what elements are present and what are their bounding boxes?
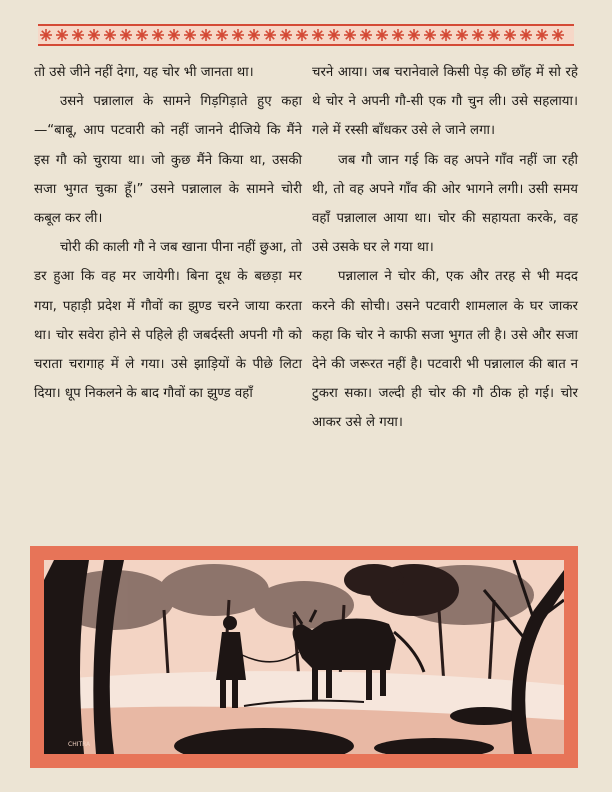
border-flower-icon [232,29,244,41]
text-column-right [312,58,578,438]
border-flower-icon [168,29,180,41]
paragraph: उसने पन्नालाल के सामने गिड़गिड़ाते हुए कहा—“बाबू, आप पटवारी को नहीं जानने दीजिये कि मैंने इस गौ को चुराया था। जो कुछ मैंने किया था, उसकी सजा भुगत चुका हूँ।” उसने पन्नालाल के सामने चोरी कबूल कर ली। [34,94,302,227]
border-flower-icon [536,29,548,41]
border-flower-icon [552,29,564,41]
border-flower-icon [72,29,84,41]
artist-signature: CHITRA [68,741,91,748]
border-flower-icon [408,29,420,41]
border-flower-icon [472,29,484,41]
paragraph: तो उसे जीने नहीं देगा, यह चोर भी जानता था। [34,65,254,80]
border-flower-icon [296,29,308,41]
border-flower-icon [344,29,356,41]
text-column-left [34,58,302,408]
border-flower-icon [216,29,228,41]
border-flower-icon [488,29,500,41]
border-flower-icon [328,29,340,41]
border-flower-icon [424,29,436,41]
border-flower-icon [56,29,68,41]
border-flower-icon [136,29,148,41]
forest-scene-image [44,560,564,754]
border-flower-icon [184,29,196,41]
border-flower-icon [40,29,52,41]
border-flower-icon [280,29,292,41]
border-flower-icon [360,29,372,41]
border-flower-icon [152,29,164,41]
border-flower-icon [392,29,404,41]
paragraph: जब गौ जान गई कि वह अपने गाँव नहीं जा रही थी, तो वह अपने गाँव की ओर भागने लगी। उसी समय वहाँ पन्नालाल आया था। चोर की सहायता करके, वह उसे उसके घर ले गया था। [312,152,578,256]
paragraph: चोरी की काली गौ ने जब खाना पीना नहीं छुआ, तो डर हुआ कि वह मर जायेगी। बिना दूध के बछड़ा मर गया, पहाड़ी प्रदेश में गौवों का झुण्ड चरने जाया करता था। चोर सवेरा होने से पहिले ही जबर्दस्ती अपनी गौ को चराता चरागाह में ले गया। उसे झाड़ियों के पीछे लिटा दिया। धूप निकलने के बाद गौवों का झुण्ड वहाँ [34,240,302,402]
border-flower-icon [264,29,276,41]
border-flower-icon [376,29,388,41]
border-flower-icon [120,29,132,41]
border-flower-icon [440,29,452,41]
border-flower-icon [504,29,516,41]
border-flower-icon [520,29,532,41]
decorative-header-border [38,24,574,46]
border-flower-icon [88,29,100,41]
border-flower-icon [456,29,468,41]
story-illustration [30,546,578,768]
border-flower-icon [104,29,116,41]
paragraph: चरने आया। जब चरानेवाले किसी पेड़ की छाँह में सो रहे थे चोर ने अपनी गौ-सी एक गौ चुन ली। उसे सहलाया। गले में रस्सी बाँधकर उसे ले जाने लगा। [312,65,578,139]
border-flower-icon [312,29,324,41]
border-flower-icon [248,29,260,41]
border-flower-icon [200,29,212,41]
paragraph: पन्नालाल ने चोर की, एक और तरह से भी मदद करने की सोची। उसने पटवारी शामलाल के घर जाकर कहा कि चोर ने काफी सजा भुगत ली है। उसे और सजा देने की जरूरत नहीं है। पटवारी भी पन्नालाल की बात न टुकरा सका। जल्दी ही चोर की गौ ठीक हो गई। चोर आकर उसे ले गया। [312,269,578,431]
border-motif-icon [38,26,574,44]
